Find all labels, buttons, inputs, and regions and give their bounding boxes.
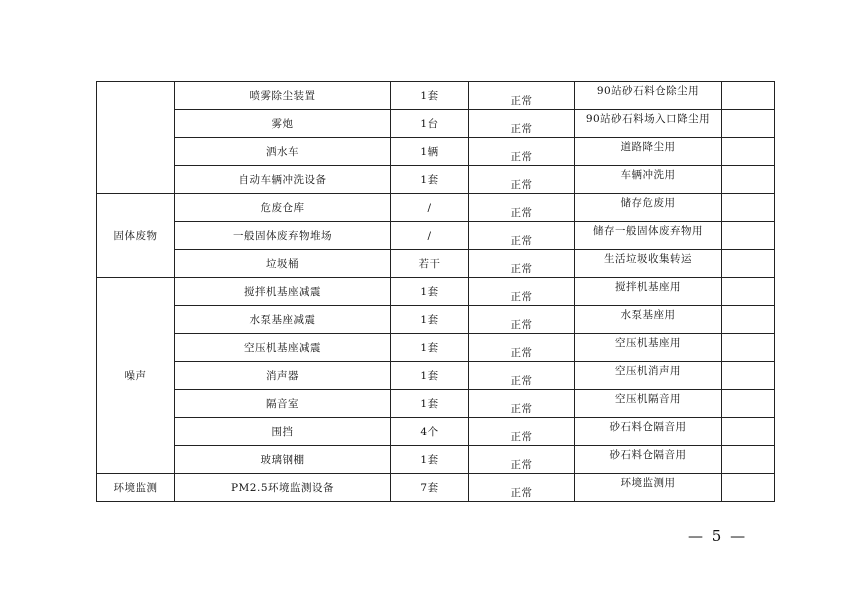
quantity-cell (391, 194, 469, 222)
remark-cell (722, 446, 775, 474)
category-cell: 噪声 (97, 278, 175, 474)
status-cell (469, 278, 575, 306)
status-cell (469, 362, 575, 390)
facility-cell-text: 水泵基座减震 (249, 313, 316, 326)
facility-cell (175, 306, 391, 334)
status-cell (469, 390, 575, 418)
table-row (97, 306, 775, 334)
facility-cell (175, 110, 391, 138)
purpose-cell-text: 砂石料仓隔音用 (609, 449, 687, 461)
purpose-cell (575, 362, 722, 390)
purpose-cell (575, 278, 722, 306)
facility-cell-text: 搅拌机基座减震 (244, 285, 321, 298)
status-cell (469, 250, 575, 278)
quantity-cell-text: 1套 (420, 397, 439, 410)
status-cell-text: 正常 (510, 318, 533, 331)
quantity-cell-text: / (427, 201, 432, 214)
remark-cell (722, 194, 775, 222)
quantity-cell (391, 222, 469, 250)
purpose-cell-text: 道路降尘用 (620, 141, 676, 153)
remark-cell (722, 138, 775, 166)
status-cell (469, 138, 575, 166)
purpose-cell (575, 138, 722, 166)
facility-cell-text: 一般固体废弃物堆场 (233, 229, 332, 242)
remark-cell (722, 334, 775, 362)
status-cell (469, 194, 575, 222)
purpose-cell (575, 446, 722, 474)
table-row (97, 194, 775, 222)
facility-cell-text: 消声器 (266, 369, 299, 382)
remark-cell (722, 166, 775, 194)
remark-cell (722, 418, 775, 446)
purpose-cell (575, 222, 722, 250)
status-cell (469, 418, 575, 446)
status-cell-text: 正常 (510, 346, 533, 359)
table-row (97, 110, 775, 138)
quantity-cell-text: 1套 (420, 313, 439, 326)
quantity-cell-text: 1套 (420, 453, 439, 466)
status-cell-text: 正常 (510, 458, 533, 471)
purpose-cell (575, 250, 722, 278)
quantity-cell-text: 1套 (420, 369, 439, 382)
table-row (97, 474, 775, 502)
quantity-cell (391, 250, 469, 278)
purpose-cell (575, 82, 722, 110)
quantity-cell (391, 278, 469, 306)
quantity-cell (391, 306, 469, 334)
status-cell (469, 446, 575, 474)
purpose-cell (575, 110, 722, 138)
remark-cell (722, 110, 775, 138)
purpose-cell-text: 90站砂石料仓除尘用 (596, 85, 700, 97)
purpose-cell (575, 194, 722, 222)
category-cell (97, 82, 175, 194)
facility-cell-text: PM2.5环境监测设备 (230, 481, 334, 494)
quantity-cell-text: 1套 (420, 341, 439, 354)
quantity-cell-text: 1台 (420, 117, 439, 130)
quantity-cell (391, 474, 469, 502)
purpose-cell-text: 空压机隔音用 (615, 393, 681, 405)
status-cell (469, 222, 575, 250)
facility-cell (175, 250, 391, 278)
purpose-cell-text: 搅拌机基座用 (615, 281, 681, 293)
table-row (97, 250, 775, 278)
status-cell-text: 正常 (510, 290, 533, 303)
quantity-cell-text: 1辆 (420, 145, 439, 158)
remark-cell (722, 222, 775, 250)
purpose-cell-text: 空压机消声用 (615, 365, 681, 377)
status-cell-text: 正常 (510, 122, 533, 135)
facility-cell-text: 自动车辆冲洗设备 (238, 173, 327, 186)
status-cell-text: 正常 (510, 486, 533, 499)
remark-cell (722, 362, 775, 390)
purpose-cell-text: 砂石料仓隔音用 (609, 421, 687, 433)
category-cell: 固体废物 (97, 194, 175, 278)
table-row (97, 138, 775, 166)
status-cell (469, 82, 575, 110)
facility-cell-text: 空压机基座减震 (244, 341, 321, 354)
status-cell (469, 166, 575, 194)
status-cell-text: 正常 (510, 430, 533, 443)
status-cell-text: 正常 (510, 262, 533, 275)
quantity-cell (391, 334, 469, 362)
facility-cell (175, 222, 391, 250)
purpose-cell (575, 334, 722, 362)
purpose-cell-text: 生活垃圾收集转运 (604, 253, 692, 265)
status-cell (469, 306, 575, 334)
quantity-cell-text: 4个 (420, 425, 439, 438)
facility-cell (175, 446, 391, 474)
table-row (97, 446, 775, 474)
remark-cell (722, 306, 775, 334)
purpose-cell-text: 车辆冲洗用 (620, 169, 676, 181)
purpose-cell-text: 环境监测用 (620, 477, 676, 489)
facility-cell-text: 隔音室 (266, 397, 299, 410)
table-row (97, 390, 775, 418)
purpose-cell-text: 空压机基座用 (615, 337, 681, 349)
facility-cell (175, 166, 391, 194)
facility-cell (175, 278, 391, 306)
quantity-cell-text: 若干 (418, 257, 441, 270)
facility-cell (175, 474, 391, 502)
purpose-cell-text: 储存一般固体废弃物用 (593, 225, 703, 237)
facility-cell-text: 危废仓库 (260, 201, 305, 214)
page-number: — 5 — (688, 527, 748, 545)
table-row (97, 222, 775, 250)
quantity-cell (391, 166, 469, 194)
quantity-cell-text: 1套 (420, 285, 439, 298)
facility-cell (175, 362, 391, 390)
purpose-cell (575, 474, 722, 502)
quantity-cell-text: 1套 (420, 173, 439, 186)
status-cell-text: 正常 (510, 206, 533, 219)
quantity-cell (391, 362, 469, 390)
facility-cell-text: 围挡 (271, 425, 294, 438)
quantity-cell-text: 7套 (420, 481, 439, 494)
remark-cell (722, 278, 775, 306)
status-cell-text: 正常 (510, 234, 533, 247)
facility-cell (175, 418, 391, 446)
table-row (97, 362, 775, 390)
table-row (97, 418, 775, 446)
table-row (97, 278, 775, 306)
status-cell-text: 正常 (510, 94, 533, 107)
table-row (97, 166, 775, 194)
table-row (97, 82, 775, 110)
facility-cell-text: 喷雾除尘装置 (249, 89, 316, 102)
remark-cell (722, 250, 775, 278)
remark-cell (722, 390, 775, 418)
facility-cell (175, 82, 391, 110)
status-cell-text: 正常 (510, 150, 533, 163)
environmental-facility-table (96, 81, 775, 502)
status-cell (469, 334, 575, 362)
status-cell (469, 474, 575, 502)
status-cell-text: 正常 (510, 374, 533, 387)
purpose-cell (575, 390, 722, 418)
facility-cell-text: 雾炮 (271, 117, 294, 130)
facility-cell (175, 334, 391, 362)
status-cell-text: 正常 (510, 402, 533, 415)
quantity-cell-text: / (427, 229, 432, 242)
quantity-cell (391, 418, 469, 446)
facility-cell-text: 洒水车 (266, 145, 299, 158)
facility-cell-text: 垃圾桶 (266, 257, 299, 270)
status-cell-text: 正常 (510, 178, 533, 191)
quantity-cell (391, 110, 469, 138)
quantity-cell (391, 446, 469, 474)
table-row (97, 334, 775, 362)
quantity-cell-text: 1套 (420, 89, 439, 102)
purpose-cell (575, 166, 722, 194)
purpose-cell-text: 储存危废用 (620, 197, 676, 209)
facility-cell-text: 玻璃钢棚 (260, 453, 305, 466)
facility-cell (175, 138, 391, 166)
purpose-cell-text: 水泵基座用 (620, 309, 676, 321)
purpose-cell (575, 418, 722, 446)
purpose-cell (575, 306, 722, 334)
status-cell (469, 110, 575, 138)
quantity-cell (391, 138, 469, 166)
remark-cell (722, 474, 775, 502)
remark-cell (722, 82, 775, 110)
quantity-cell (391, 82, 469, 110)
quantity-cell (391, 390, 469, 418)
facility-cell (175, 194, 391, 222)
facility-cell (175, 390, 391, 418)
purpose-cell-text: 90站砂石料场入口降尘用 (585, 113, 711, 125)
category-cell: 环境监测 (97, 474, 175, 502)
table-body (97, 82, 775, 502)
